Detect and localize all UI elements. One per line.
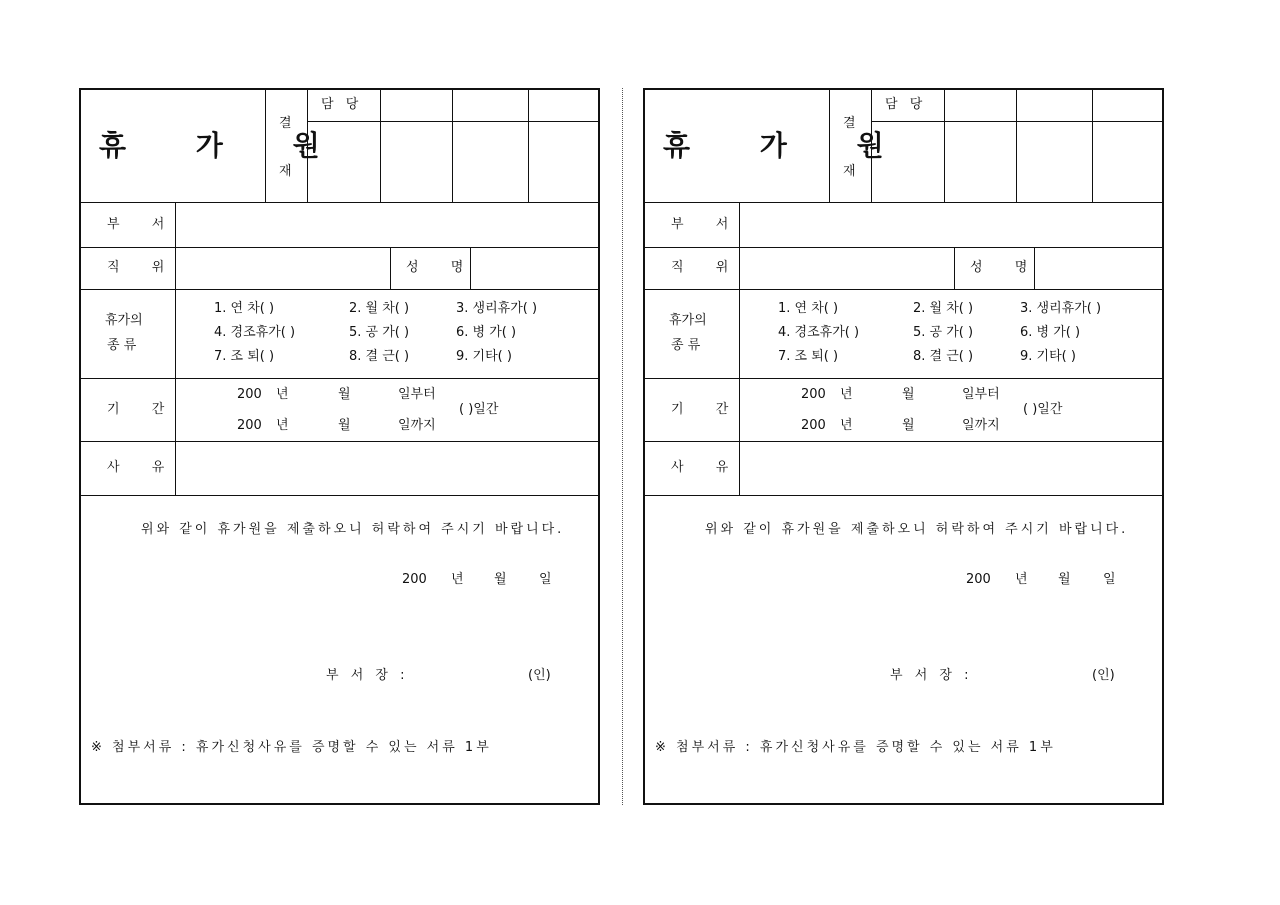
period-from-year-unit: 년: [840, 387, 853, 402]
period-to-day-unit: 일까지: [962, 418, 1000, 433]
approval-sign-box-3[interactable]: [453, 122, 528, 202]
signature-label: 부 서 장 :: [890, 668, 973, 683]
date-day-unit: 일: [1103, 572, 1116, 587]
period-from-year-unit: 년: [276, 387, 289, 402]
approval-sign-box-2[interactable]: [945, 122, 1016, 202]
leave-option-annual[interactable]: 1. 연 차( ): [214, 301, 275, 316]
leave-option-other[interactable]: 9. 기타( ): [1020, 349, 1076, 364]
period-days[interactable]: ( )일간: [459, 402, 499, 417]
period-to-year[interactable]: 200: [801, 418, 826, 433]
period-from-day-unit: 일부터: [962, 387, 1000, 402]
leave-option-official[interactable]: 5. 공 가( ): [349, 325, 410, 340]
position-label: 직 위: [671, 260, 743, 275]
period-to-year[interactable]: 200: [237, 418, 262, 433]
period-label: 기 간: [107, 402, 179, 417]
period-to-year-unit: 년: [276, 418, 289, 433]
name-field[interactable]: [471, 248, 600, 289]
leave-option-other[interactable]: 9. 기타( ): [456, 349, 512, 364]
leave-type-label-line2: 종 류: [107, 338, 137, 353]
period-to-year-unit: 년: [840, 418, 853, 433]
signature-label: 부 서 장 :: [326, 668, 409, 683]
date-month-unit: 월: [494, 572, 507, 587]
position-label: 직 위: [107, 260, 179, 275]
position-field[interactable]: [176, 248, 390, 289]
name-field[interactable]: [1035, 248, 1164, 289]
period-to-day-unit: 일까지: [398, 418, 436, 433]
period-label: 기 간: [671, 402, 743, 417]
date-year[interactable]: 200: [966, 572, 991, 587]
approval-label-top: 결: [279, 116, 292, 131]
name-label: 성 명: [406, 260, 478, 275]
approval-sign-box-2[interactable]: [381, 122, 452, 202]
leave-option-absence[interactable]: 8. 결 근( ): [913, 349, 974, 364]
attachment-note: ※ 첨부서류 : 휴가신청사유를 증명할 수 있는 서류 1부: [655, 740, 1056, 755]
period-to-month-unit: 월: [338, 418, 351, 433]
approval-sign-box-manager[interactable]: [308, 122, 380, 202]
form-title: 휴 가 원: [663, 129, 914, 162]
seal-mark[interactable]: (인): [528, 668, 551, 683]
form-title: 휴 가 원: [99, 129, 350, 162]
leave-type-label-line1: 휴가의: [105, 313, 143, 328]
leave-option-absence[interactable]: 8. 결 근( ): [349, 349, 410, 364]
position-field[interactable]: [740, 248, 954, 289]
leave-request-form-right: [643, 88, 1164, 805]
leave-option-official[interactable]: 5. 공 가( ): [913, 325, 974, 340]
date-year[interactable]: 200: [402, 572, 427, 587]
approval-sign-box-3[interactable]: [1017, 122, 1092, 202]
approval-header-manager: 담 당: [885, 97, 927, 112]
period-to-month-unit: 월: [902, 418, 915, 433]
period-days[interactable]: ( )일간: [1023, 402, 1063, 417]
department-field[interactable]: [176, 203, 600, 247]
period-from-month-unit: 월: [902, 387, 915, 402]
leave-option-condolence[interactable]: 4. 경조휴가( ): [778, 325, 860, 340]
leave-type-label-line1: 휴가의: [669, 313, 707, 328]
approval-label-bottom: 재: [843, 164, 856, 179]
approval-label-top: 결: [843, 116, 856, 131]
period-from-year[interactable]: 200: [801, 387, 826, 402]
date-year-unit: 년: [1015, 572, 1028, 587]
statement-text: 위와 같이 휴가원을 제출하오니 허락하여 주시기 바랍니다.: [705, 522, 1129, 537]
leave-option-early-leave[interactable]: 7. 조 퇴( ): [778, 349, 839, 364]
department-label: 부 서: [671, 217, 743, 232]
leave-option-early-leave[interactable]: 7. 조 퇴( ): [214, 349, 275, 364]
reason-label: 사 유: [107, 460, 179, 475]
approval-sign-box-4[interactable]: [1093, 122, 1164, 202]
leave-option-sick[interactable]: 6. 병 가( ): [1020, 325, 1081, 340]
leave-option-monthly[interactable]: 2. 월 차( ): [913, 301, 974, 316]
leave-option-monthly[interactable]: 2. 월 차( ): [349, 301, 410, 316]
reason-field[interactable]: [176, 442, 600, 495]
date-year-unit: 년: [451, 572, 464, 587]
date-day-unit: 일: [539, 572, 552, 587]
leave-option-condolence[interactable]: 4. 경조휴가( ): [214, 325, 296, 340]
leave-option-menstrual[interactable]: 3. 생리휴가( ): [456, 301, 538, 316]
approval-header-manager: 담 당: [321, 97, 363, 112]
name-label: 성 명: [970, 260, 1042, 275]
approval-sign-box-4[interactable]: [529, 122, 600, 202]
seal-mark[interactable]: (인): [1092, 668, 1115, 683]
attachment-note: ※ 첨부서류 : 휴가신청사유를 증명할 수 있는 서류 1부: [91, 740, 492, 755]
department-label: 부 서: [107, 217, 179, 232]
fold-line: [622, 88, 623, 805]
leave-option-annual[interactable]: 1. 연 차( ): [778, 301, 839, 316]
leave-option-sick[interactable]: 6. 병 가( ): [456, 325, 517, 340]
department-field[interactable]: [740, 203, 1164, 247]
leave-option-menstrual[interactable]: 3. 생리휴가( ): [1020, 301, 1102, 316]
reason-label: 사 유: [671, 460, 743, 475]
period-from-year[interactable]: 200: [237, 387, 262, 402]
period-from-day-unit: 일부터: [398, 387, 436, 402]
statement-text: 위와 같이 휴가원을 제출하오니 허락하여 주시기 바랍니다.: [141, 522, 565, 537]
approval-sign-box-manager[interactable]: [872, 122, 944, 202]
leave-type-label-line2: 종 류: [671, 338, 701, 353]
date-month-unit: 월: [1058, 572, 1071, 587]
period-from-month-unit: 월: [338, 387, 351, 402]
leave-request-form-left: [79, 88, 600, 805]
reason-field[interactable]: [740, 442, 1164, 495]
approval-label-bottom: 재: [279, 164, 292, 179]
